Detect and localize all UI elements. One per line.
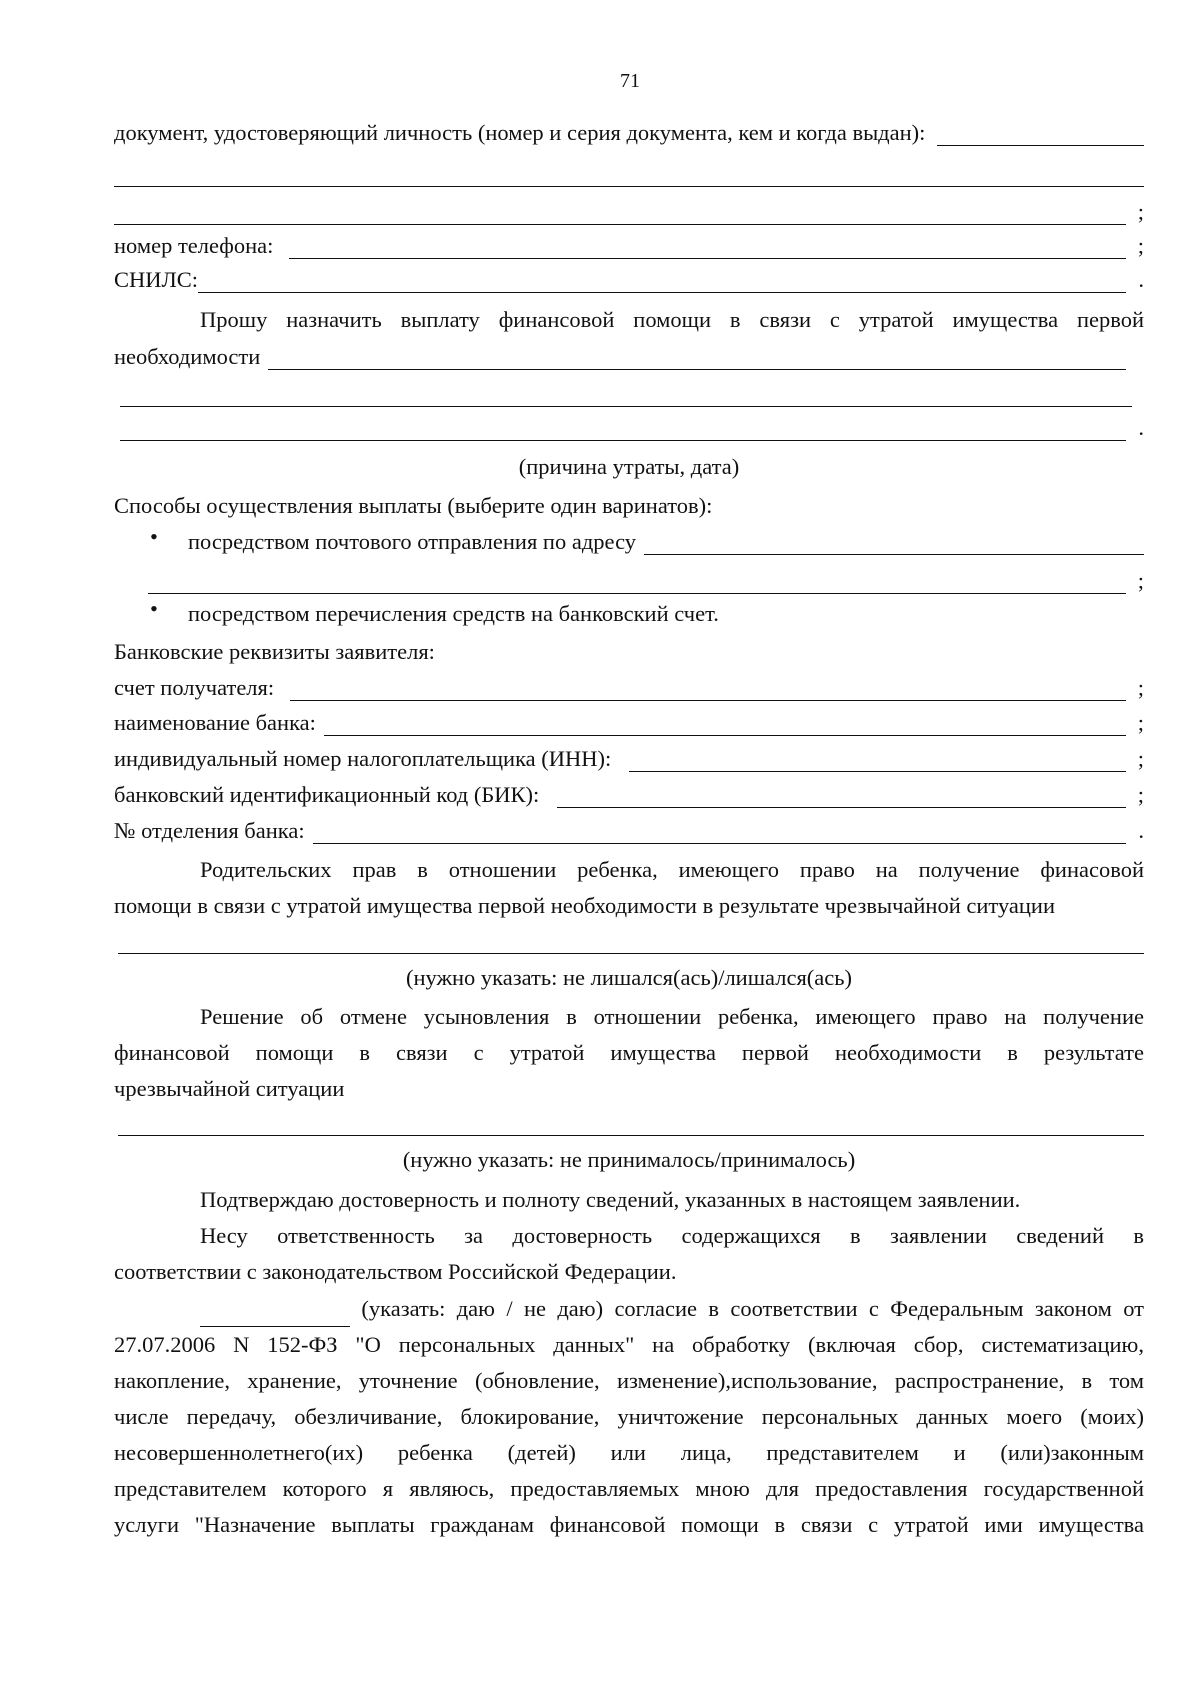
branch-field[interactable] <box>313 821 1126 844</box>
responsibility-paragraph <box>114 1218 1144 1290</box>
adoption-line2: финансовой помощи в связи с утратой имущества первой необходимости в результате <box>114 1040 1144 1065</box>
reason-field-line3[interactable] <box>120 418 1126 441</box>
method-bank-row[interactable] <box>188 599 1144 627</box>
consent-line3: накопление, хранение, уточнение (обновление, изменение),использование, распространение, в том <box>114 1368 1144 1393</box>
confirm-paragraph <box>114 1182 1144 1218</box>
punct-period: . <box>1138 818 1144 843</box>
punct-semicolon: ; <box>1137 568 1144 593</box>
reason-field-line2[interactable] <box>120 406 1132 407</box>
bullet-mark: • <box>150 524 158 549</box>
bik-row <box>114 780 1144 808</box>
responsibility-line1: Несу ответственность за достоверность содержащихся в заявлении сведений в <box>200 1223 1144 1248</box>
parental-rights-paragraph <box>114 852 1144 924</box>
phone-row <box>114 231 1144 259</box>
punct-semicolon: ; <box>1137 710 1144 735</box>
method-mail-row[interactable] <box>188 527 1144 555</box>
confirm-text: Подтверждаю достоверность и полноту сведений, указанных в настоящем заявлении. <box>200 1187 1021 1212</box>
mail-address-field[interactable] <box>644 532 1144 555</box>
consent-line6: представителем которого я являюсь, предоставляемых мною для предоставления государственной <box>114 1476 1144 1501</box>
inn-field[interactable] <box>629 749 1126 772</box>
identity-doc-field-line3[interactable] <box>114 202 1126 225</box>
caption-reason: (причина утраты, дата) <box>518 454 740 479</box>
consent-paragraph <box>114 1291 1144 1543</box>
consent-line1: (указать: даю / не даю) согласие в соответствии с Федеральным законом от <box>361 1296 1144 1321</box>
adoption-line3: чрезвычайной ситуации <box>114 1076 345 1101</box>
punct-period: . <box>1138 267 1144 292</box>
request-paragraph <box>114 302 1144 338</box>
request-row <box>114 342 1126 370</box>
parental-rights-field[interactable] <box>118 953 1144 954</box>
method-bank-label: посредством перечисления средств на банковский счет. <box>188 601 719 626</box>
snils-field[interactable] <box>198 270 1126 293</box>
reason-row3 <box>120 413 1144 441</box>
punct-semicolon: ; <box>1137 199 1144 224</box>
inn-label: индивидуальный номер налогоплательщика (ИНН): <box>114 746 612 771</box>
mail-address-field-line2[interactable] <box>148 571 1126 594</box>
account-row <box>114 673 1144 701</box>
punct-semicolon: ; <box>1137 675 1144 700</box>
snils-row <box>114 265 1144 293</box>
account-label: счет получателя: <box>114 675 275 700</box>
consent-line1-wrap <box>114 1291 1144 1327</box>
page-number: 71 <box>620 70 640 92</box>
identity-doc-field[interactable] <box>937 123 1144 146</box>
account-field[interactable] <box>290 678 1126 701</box>
parental-rights-line1: Родительских прав в отношении ребенка, имеющего право на получение финасовой <box>200 857 1144 882</box>
phone-field[interactable] <box>289 236 1126 259</box>
payment-methods-heading: Способы осуществления выплаты (выберите один варинатов): <box>114 493 713 518</box>
bik-field[interactable] <box>557 785 1126 808</box>
phone-label: номер телефона: <box>114 233 274 258</box>
adoption-line1: Решение об отмене усыновления в отношении ребенка, имеющего право на получение <box>200 1004 1144 1029</box>
punct-semicolon: ; <box>1137 233 1144 258</box>
request-line2: необходимости <box>114 344 261 369</box>
bank-name-field[interactable] <box>324 713 1126 736</box>
bank-name-label: наименование банка: <box>114 710 316 735</box>
bank-heading: Банковские реквизиты заявителя: <box>114 639 435 664</box>
adoption-field[interactable] <box>118 1135 1144 1136</box>
punct-semicolon: ; <box>1137 782 1144 807</box>
consent-line2: 27.07.2006 N 152-ФЗ "О персональных данных" на обработку (включая сбор, систематизацию, <box>114 1332 1144 1357</box>
branch-label: № отделения банка: <box>114 818 305 843</box>
punct-period: . <box>1138 415 1144 440</box>
adoption-paragraph <box>114 999 1144 1107</box>
punct-semicolon: ; <box>1137 746 1144 771</box>
responsibility-line2: соответствии с законодательством Российской Федерации. <box>114 1259 677 1284</box>
branch-row <box>114 816 1144 844</box>
consent-choice-field[interactable] <box>200 1304 350 1327</box>
consent-line5: несовершеннолетнего(их) ребенка (детей) или лица, представителем и (или)законным <box>114 1440 1144 1465</box>
inn-row <box>114 744 1144 772</box>
snils-label: СНИЛС: <box>114 267 199 292</box>
bank-name-row <box>114 708 1144 736</box>
identity-doc-field-line2[interactable] <box>114 186 1144 187</box>
identity-doc-row <box>114 118 1144 146</box>
mail-address-row2 <box>148 566 1144 594</box>
request-line1: Прошу назначить выплату финансовой помощи в связи с утратой имущества первой <box>200 307 1144 332</box>
caption-adoption: (нужно указать: не принималось/принималось) <box>402 1147 856 1172</box>
parental-rights-line2: помощи в связи с утратой имущества первой необходимости в результате чрезвычайной ситуации <box>114 893 1056 918</box>
bullet-mark: • <box>150 596 158 621</box>
identity-doc-label: документ, удостоверяющий личность (номер и серия документа, кем и когда выдан): <box>114 120 926 145</box>
consent-line7: услуги "Назначение выплаты гражданам финансовой помощи в связи с утратой ими имущества <box>114 1512 1144 1537</box>
identity-doc-row3 <box>114 197 1144 225</box>
consent-line4: числе передачу, обезличивание, блокирование, уничтожение персональных данных моего (моих) <box>114 1404 1144 1429</box>
reason-field[interactable] <box>268 347 1126 370</box>
method-mail-label: посредством почтового отправления по адресу <box>188 529 637 554</box>
bik-label: банковский идентификационный код (БИК): <box>114 782 540 807</box>
caption-parental: (нужно указать: не лишался(ась)/лишался(ась) <box>405 965 853 990</box>
